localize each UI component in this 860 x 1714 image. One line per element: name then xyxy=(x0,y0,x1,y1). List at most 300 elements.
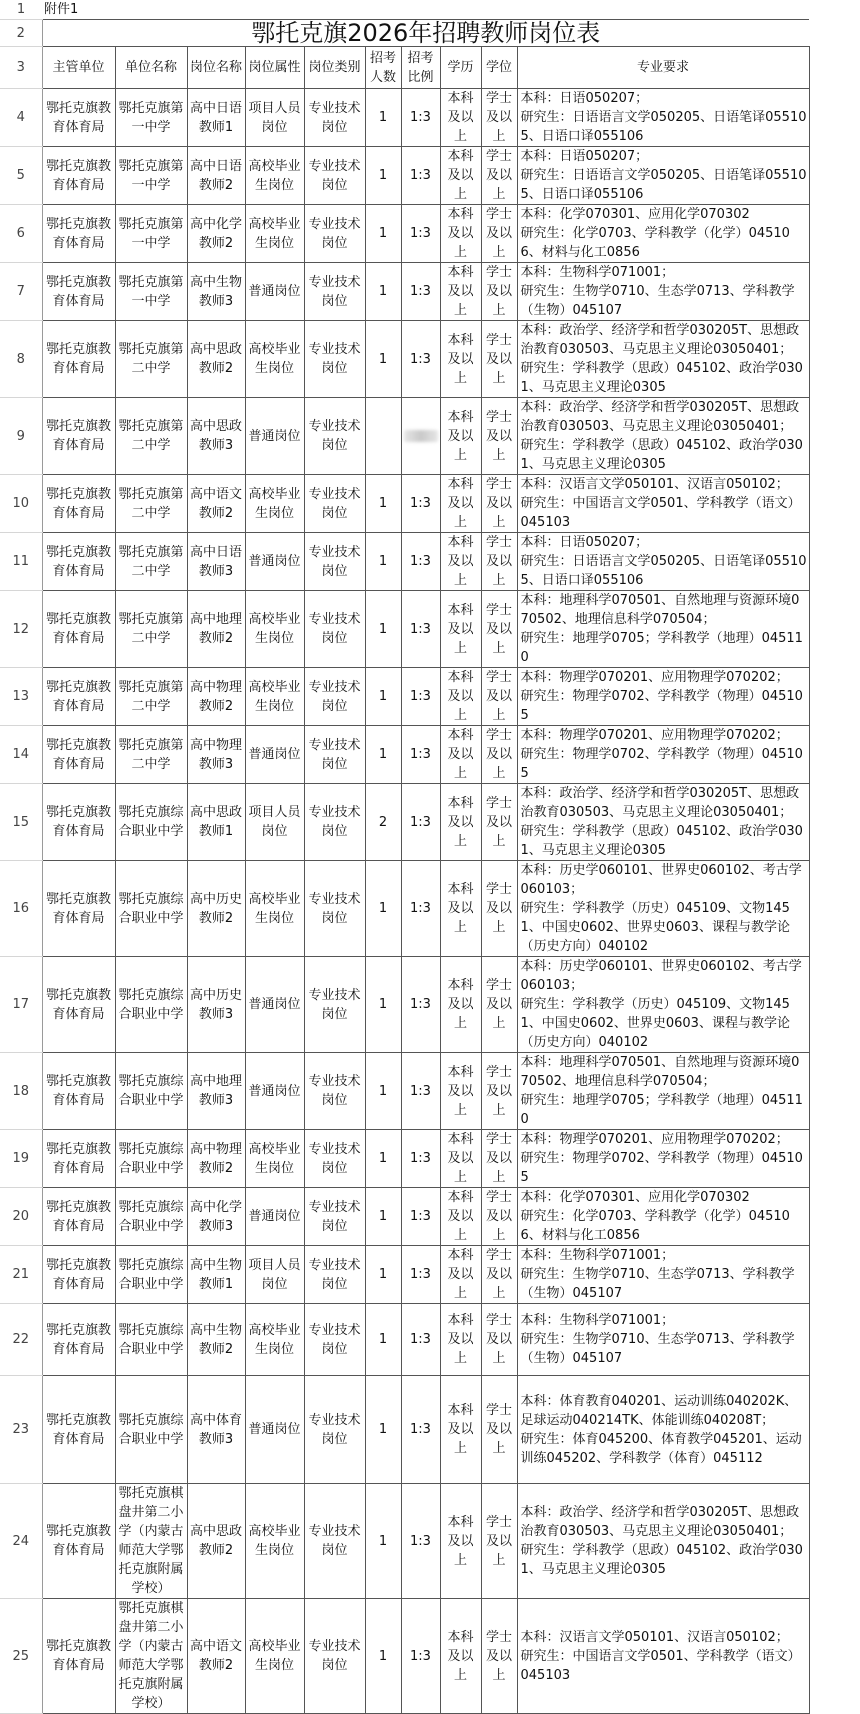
cell-post: 高中地理教师2 xyxy=(187,591,245,668)
requirement-line: 本科：化学070301、应用化学070302 xyxy=(520,207,750,222)
row-number: 17 xyxy=(0,957,42,1053)
column-header: 主管单位 xyxy=(42,47,115,89)
cell-requirements xyxy=(517,1130,809,1188)
row-number: 4 xyxy=(0,89,42,147)
cell-deg: 学士及以上 xyxy=(481,1130,517,1188)
table-row xyxy=(0,205,809,263)
cell-deg: 学士及以上 xyxy=(481,1304,517,1376)
cell-unit: 鄂托克旗第二中学 xyxy=(115,591,187,668)
column-header: 招考比例 xyxy=(401,47,440,89)
cell-requirements xyxy=(517,1188,809,1246)
cell-edu: 本科及以上 xyxy=(440,1130,481,1188)
cell-cat: 专业技术岗位 xyxy=(304,726,365,784)
cell-ratio: 1:3 xyxy=(401,1304,440,1376)
cell-dept: 鄂托克旗教育体育局 xyxy=(42,1484,115,1599)
table-row xyxy=(0,89,809,147)
cell-edu: 本科及以上 xyxy=(440,205,481,263)
cell-deg: 学士及以上 xyxy=(481,1246,517,1304)
cell-edu: 本科及以上 xyxy=(440,263,481,321)
requirement-line: 本科：汉语言文学050101、汉语言050102； xyxy=(520,477,789,492)
cell-cat: 专业技术岗位 xyxy=(304,475,365,533)
cell-ratio: 1:3 xyxy=(401,668,440,726)
cell-deg: 学士及以上 xyxy=(481,591,517,668)
cell-requirements xyxy=(517,398,809,475)
requirement-line: 研究生：学科教学（历史）045109、文物1451、中国史0602、世界史0603、课程与教学论（历史方向）040102 xyxy=(520,997,790,1050)
cell-deg: 学士及以上 xyxy=(481,726,517,784)
cell-dept: 鄂托克旗教育体育局 xyxy=(42,591,115,668)
cell-edu: 本科及以上 xyxy=(440,89,481,147)
cell-cat: 专业技术岗位 xyxy=(304,1484,365,1599)
cell-cat: 专业技术岗位 xyxy=(304,1304,365,1376)
cell-ratio: 1:3 xyxy=(401,1376,440,1484)
cell-count: 1 xyxy=(365,1130,401,1188)
cell-requirements xyxy=(517,1246,809,1304)
cell-deg: 学士及以上 xyxy=(481,89,517,147)
requirement-line: 研究生：体育045200、体育教学045201、运动训练045202、学科教学（体育）045112 xyxy=(520,1431,802,1466)
requirement-line: 研究生：地理学0705；学科教学（地理）045110 xyxy=(520,631,803,665)
cell-unit: 鄂托克旗第一中学 xyxy=(115,263,187,321)
column-header: 学位 xyxy=(481,47,517,89)
row-number: 23 xyxy=(0,1376,42,1484)
cell-post: 高中历史教师2 xyxy=(187,861,245,957)
requirement-line: 研究生：学科教学（历史）045109、文物1451、中国史0602、世界史0603、课程与教学论（历史方向）040102 xyxy=(520,901,790,954)
cell-count: 1 xyxy=(365,591,401,668)
requirement-line: 本科：日语050207； xyxy=(520,91,649,106)
cell-ratio: 1:3 xyxy=(401,1599,440,1714)
cell-count: 1 xyxy=(365,668,401,726)
cell-dept: 鄂托克旗教育体育局 xyxy=(42,861,115,957)
requirement-line: 研究生：日语语言文学050205、日语笔译055105、日语口译055106 xyxy=(520,168,807,202)
cell-requirements xyxy=(517,321,809,398)
cell-deg: 学士及以上 xyxy=(481,861,517,957)
cell-edu: 本科及以上 xyxy=(440,1484,481,1599)
cell-ratio: 1:3 xyxy=(401,475,440,533)
table-row xyxy=(0,1130,809,1188)
cell-count: 1 xyxy=(365,726,401,784)
cell-cat: 专业技术岗位 xyxy=(304,205,365,263)
cell-edu: 本科及以上 xyxy=(440,398,481,475)
column-header: 学历 xyxy=(440,47,481,89)
attachment-row xyxy=(0,0,809,20)
cell-attr: 高校毕业生岗位 xyxy=(245,1484,304,1599)
row-number: 10 xyxy=(0,475,42,533)
cell-count: 1 xyxy=(365,1053,401,1130)
cell-post: 高中化学教师2 xyxy=(187,205,245,263)
cell-deg: 学士及以上 xyxy=(481,147,517,205)
cell-dept: 鄂托克旗教育体育局 xyxy=(42,89,115,147)
requirement-line: 本科：汉语言文学050101、汉语言050102； xyxy=(520,1629,789,1645)
cell-cat: 专业技术岗位 xyxy=(304,89,365,147)
cell-count: 1 xyxy=(365,321,401,398)
cell-unit: 鄂托克旗综合职业中学 xyxy=(115,1130,187,1188)
row-number: 3 xyxy=(0,47,42,89)
table-row xyxy=(0,784,809,861)
cell-post: 高中地理教师3 xyxy=(187,1053,245,1130)
cell-post: 高中体育教师3 xyxy=(187,1376,245,1484)
page-title: 鄂托克旗2026年招聘教师岗位表 xyxy=(42,20,809,47)
cell-edu: 本科及以上 xyxy=(440,726,481,784)
table-row xyxy=(0,1188,809,1246)
cell-dept: 鄂托克旗教育体育局 xyxy=(42,1053,115,1130)
cell-ratio: 1:3 xyxy=(401,784,440,861)
cell-ratio: 1:3 xyxy=(401,321,440,398)
redacted-cell xyxy=(401,398,440,475)
cell-cat: 专业技术岗位 xyxy=(304,147,365,205)
row-number: 5 xyxy=(0,147,42,205)
cell-edu: 本科及以上 xyxy=(440,1304,481,1376)
table-row xyxy=(0,861,809,957)
cell-deg: 学士及以上 xyxy=(481,1599,517,1714)
cell-post: 高中日语教师3 xyxy=(187,533,245,591)
cell-count: 1 xyxy=(365,147,401,205)
cell-edu: 本科及以上 xyxy=(440,147,481,205)
cell-edu: 本科及以上 xyxy=(440,475,481,533)
table-row xyxy=(0,1304,809,1376)
cell-requirements xyxy=(517,726,809,784)
cell-edu: 本科及以上 xyxy=(440,1599,481,1714)
row-number: 13 xyxy=(0,668,42,726)
requirement-line: 本科：生物科学071001； xyxy=(520,265,675,280)
cell-dept: 鄂托克旗教育体育局 xyxy=(42,1188,115,1246)
cell-ratio: 1:3 xyxy=(401,726,440,784)
requirement-line: 本科：日语050207； xyxy=(520,149,649,164)
cell-requirements xyxy=(517,1053,809,1130)
cell-post: 高中生物教师3 xyxy=(187,263,245,321)
cell-post: 高中思政教师2 xyxy=(187,1484,245,1599)
cell-count: 1 xyxy=(365,1376,401,1484)
cell-post: 高中思政教师2 xyxy=(187,321,245,398)
table-row xyxy=(0,533,809,591)
cell-cat: 专业技术岗位 xyxy=(304,321,365,398)
attachment-label: 附件1 xyxy=(42,0,809,20)
requirement-line: 研究生：学科教学（思政）045102、政治学0301、马克思主义理论0305 xyxy=(520,1543,803,1577)
cell-ratio: 1:3 xyxy=(401,533,440,591)
cell-unit: 鄂托克旗第二中学 xyxy=(115,475,187,533)
cell-edu: 本科及以上 xyxy=(440,1188,481,1246)
requirement-line: 研究生：化学0703、学科教学（化学）045106、材料与化工0856 xyxy=(520,226,790,260)
cell-count: 1 xyxy=(365,89,401,147)
cell-attr: 高校毕业生岗位 xyxy=(245,668,304,726)
requirement-line: 本科：体育教育040201、运动训练040202K、足球运动040214TK、体能训练040208T； xyxy=(520,1393,798,1428)
table-row xyxy=(0,1246,809,1304)
cell-deg: 学士及以上 xyxy=(481,398,517,475)
cell-dept: 鄂托克旗教育体育局 xyxy=(42,668,115,726)
cell-deg: 学士及以上 xyxy=(481,1053,517,1130)
cell-cat: 专业技术岗位 xyxy=(304,398,365,475)
column-header: 专业要求 xyxy=(517,47,809,89)
cell-deg: 学士及以上 xyxy=(481,205,517,263)
cell-unit: 鄂托克旗综合职业中学 xyxy=(115,861,187,957)
row-number: 14 xyxy=(0,726,42,784)
cell-unit: 鄂托克旗第二中学 xyxy=(115,668,187,726)
cell-post: 高中日语教师2 xyxy=(187,147,245,205)
cell-count: 1 xyxy=(365,1599,401,1714)
cell-edu: 本科及以上 xyxy=(440,784,481,861)
row-number: 7 xyxy=(0,263,42,321)
requirement-line: 本科：政治学、经济学和哲学030205T、思想政治教育030503、马克思主义理论03050401； xyxy=(520,786,800,820)
table-row xyxy=(0,398,809,475)
requirement-line: 研究生：日语语言文学050205、日语笔译055105、日语口译055106 xyxy=(520,110,807,144)
requirement-line: 研究生：生物学0710、生态学0713、学科教学（生物）045107 xyxy=(520,1267,795,1301)
cell-attr: 普通岗位 xyxy=(245,1376,304,1484)
requirement-line: 研究生：中国语言文学0501、学科教学（语文）045103 xyxy=(520,1648,801,1683)
table-row xyxy=(0,475,809,533)
row-number: 20 xyxy=(0,1188,42,1246)
table-row xyxy=(0,147,809,205)
cell-unit: 鄂托克旗综合职业中学 xyxy=(115,1053,187,1130)
table-row xyxy=(0,1599,809,1714)
requirement-line: 本科：历史学060101、世界史060102、考古学060103； xyxy=(520,863,802,897)
cell-cat: 专业技术岗位 xyxy=(304,1053,365,1130)
cell-post: 高中语文教师2 xyxy=(187,1599,245,1714)
cell-unit: 鄂托克旗综合职业中学 xyxy=(115,1304,187,1376)
cell-cat: 专业技术岗位 xyxy=(304,784,365,861)
cell-edu: 本科及以上 xyxy=(440,861,481,957)
row-number: 19 xyxy=(0,1130,42,1188)
cell-attr: 高校毕业生岗位 xyxy=(245,147,304,205)
cell-requirements xyxy=(517,1599,809,1714)
cell-dept: 鄂托克旗教育体育局 xyxy=(42,1376,115,1484)
cell-dept: 鄂托克旗教育体育局 xyxy=(42,1246,115,1304)
cell-post: 高中日语教师1 xyxy=(187,89,245,147)
cell-count: 1 xyxy=(365,1484,401,1599)
cell-cat: 专业技术岗位 xyxy=(304,263,365,321)
cell-requirements xyxy=(517,147,809,205)
cell-dept: 鄂托克旗教育体育局 xyxy=(42,398,115,475)
cell-dept: 鄂托克旗教育体育局 xyxy=(42,321,115,398)
cell-post: 高中思政教师1 xyxy=(187,784,245,861)
cell-deg: 学士及以上 xyxy=(481,784,517,861)
cell-unit: 鄂托克旗棋盘井第二小学（内蒙古师范大学鄂托克旗附属学校） xyxy=(115,1484,187,1599)
cell-cat: 专业技术岗位 xyxy=(304,668,365,726)
cell-dept: 鄂托克旗教育体育局 xyxy=(42,263,115,321)
cell-cat: 专业技术岗位 xyxy=(304,957,365,1053)
row-number: 15 xyxy=(0,784,42,861)
blurred-value xyxy=(404,430,438,442)
cell-requirements xyxy=(517,205,809,263)
row-number: 24 xyxy=(0,1484,42,1599)
requirement-line: 本科：日语050207； xyxy=(520,535,649,550)
cell-deg: 学士及以上 xyxy=(481,1188,517,1246)
cell-dept: 鄂托克旗教育体育局 xyxy=(42,784,115,861)
cell-post: 高中物理教师2 xyxy=(187,1130,245,1188)
redacted-cell xyxy=(365,398,401,475)
cell-count: 1 xyxy=(365,1188,401,1246)
cell-edu: 本科及以上 xyxy=(440,1246,481,1304)
requirement-line: 本科：生物科学071001； xyxy=(520,1248,675,1263)
cell-unit: 鄂托克旗第一中学 xyxy=(115,205,187,263)
cell-edu: 本科及以上 xyxy=(440,668,481,726)
cell-attr: 高校毕业生岗位 xyxy=(245,591,304,668)
requirement-line: 研究生：学科教学（思政）045102、政治学0301、马克思主义理论0305 xyxy=(520,438,803,472)
cell-requirements xyxy=(517,591,809,668)
cell-post: 高中历史教师3 xyxy=(187,957,245,1053)
title-row xyxy=(0,20,809,47)
cell-dept: 鄂托克旗教育体育局 xyxy=(42,205,115,263)
cell-attr: 项目人员岗位 xyxy=(245,1246,304,1304)
requirement-line: 研究生：地理学0705；学科教学（地理）045110 xyxy=(520,1093,803,1127)
requirement-line: 本科：地理科学070501、自然地理与资源环境070502、地理信息科学070504； xyxy=(520,1055,800,1089)
cell-dept: 鄂托克旗教育体育局 xyxy=(42,1599,115,1714)
cell-ratio: 1:3 xyxy=(401,89,440,147)
cell-deg: 学士及以上 xyxy=(481,957,517,1053)
requirement-line: 研究生：物理学0702、学科教学（物理）045105 xyxy=(520,1151,803,1185)
requirement-line: 本科：物理学070201、应用物理学070202； xyxy=(520,728,789,743)
cell-unit: 鄂托克旗综合职业中学 xyxy=(115,1376,187,1484)
row-number: 16 xyxy=(0,861,42,957)
cell-dept: 鄂托克旗教育体育局 xyxy=(42,726,115,784)
table-row xyxy=(0,1376,809,1484)
cell-post: 高中生物教师1 xyxy=(187,1246,245,1304)
cell-post: 高中物理教师3 xyxy=(187,726,245,784)
cell-requirements xyxy=(517,533,809,591)
cell-ratio: 1:3 xyxy=(401,263,440,321)
cell-attr: 普通岗位 xyxy=(245,263,304,321)
column-header: 岗位类别 xyxy=(304,47,365,89)
cell-requirements xyxy=(517,668,809,726)
cell-requirements xyxy=(517,784,809,861)
cell-dept: 鄂托克旗教育体育局 xyxy=(42,1304,115,1376)
requirement-line: 本科：政治学、经济学和哲学030205T、思想政治教育030503、马克思主义理论03050401； xyxy=(520,323,800,357)
cell-deg: 学士及以上 xyxy=(481,1484,517,1599)
cell-unit: 鄂托克旗第一中学 xyxy=(115,89,187,147)
cell-requirements xyxy=(517,475,809,533)
cell-unit: 鄂托克旗综合职业中学 xyxy=(115,1246,187,1304)
cell-ratio: 1:3 xyxy=(401,957,440,1053)
cell-edu: 本科及以上 xyxy=(440,1053,481,1130)
cell-post: 高中化学教师3 xyxy=(187,1188,245,1246)
cell-deg: 学士及以上 xyxy=(481,668,517,726)
cell-ratio: 1:3 xyxy=(401,1053,440,1130)
requirement-line: 研究生：学科教学（思政）045102、政治学0301、马克思主义理论0305 xyxy=(520,361,803,395)
cell-dept: 鄂托克旗教育体育局 xyxy=(42,533,115,591)
row-number: 21 xyxy=(0,1246,42,1304)
requirement-line: 本科：地理科学070501、自然地理与资源环境070502、地理信息科学070504； xyxy=(520,593,800,627)
cell-count: 2 xyxy=(365,784,401,861)
cell-attr: 高校毕业生岗位 xyxy=(245,321,304,398)
cell-deg: 学士及以上 xyxy=(481,263,517,321)
column-header: 岗位名称 xyxy=(187,47,245,89)
cell-unit: 鄂托克旗第二中学 xyxy=(115,726,187,784)
row-number: 25 xyxy=(0,1599,42,1714)
cell-requirements xyxy=(517,1304,809,1376)
cell-ratio: 1:3 xyxy=(401,1484,440,1599)
cell-dept: 鄂托克旗教育体育局 xyxy=(42,475,115,533)
requirement-line: 研究生：生物学0710、生态学0713、学科教学（生物）045107 xyxy=(520,1332,795,1366)
cell-attr: 高校毕业生岗位 xyxy=(245,475,304,533)
cell-edu: 本科及以上 xyxy=(440,957,481,1053)
cell-ratio: 1:3 xyxy=(401,861,440,957)
header-row xyxy=(0,47,809,89)
row-number: 12 xyxy=(0,591,42,668)
cell-cat: 专业技术岗位 xyxy=(304,1376,365,1484)
requirement-line: 研究生：日语语言文学050205、日语笔译055105、日语口译055106 xyxy=(520,554,807,588)
table-row xyxy=(0,726,809,784)
cell-count: 1 xyxy=(365,205,401,263)
cell-attr: 普通岗位 xyxy=(245,398,304,475)
table-row xyxy=(0,591,809,668)
cell-ratio: 1:3 xyxy=(401,147,440,205)
cell-unit: 鄂托克旗第二中学 xyxy=(115,398,187,475)
requirement-line: 研究生：物理学0702、学科教学（物理）045105 xyxy=(520,689,803,723)
row-number: 22 xyxy=(0,1304,42,1376)
requirement-line: 研究生：中国语言文学0501、学科教学（语文）045103 xyxy=(520,496,801,530)
cell-edu: 本科及以上 xyxy=(440,1376,481,1484)
cell-cat: 专业技术岗位 xyxy=(304,861,365,957)
cell-ratio: 1:3 xyxy=(401,1246,440,1304)
cell-ratio: 1:3 xyxy=(401,1130,440,1188)
cell-deg: 学士及以上 xyxy=(481,533,517,591)
cell-cat: 专业技术岗位 xyxy=(304,591,365,668)
column-header: 岗位属性 xyxy=(245,47,304,89)
cell-count: 1 xyxy=(365,1246,401,1304)
requirement-line: 本科：生物科学071001； xyxy=(520,1313,675,1328)
cell-cat: 专业技术岗位 xyxy=(304,1188,365,1246)
cell-requirements xyxy=(517,263,809,321)
row-number: 1 xyxy=(0,0,42,20)
cell-count: 1 xyxy=(365,263,401,321)
cell-count: 1 xyxy=(365,957,401,1053)
cell-attr: 项目人员岗位 xyxy=(245,784,304,861)
requirement-line: 本科：物理学070201、应用物理学070202； xyxy=(520,1132,789,1147)
requirement-line: 本科：政治学、经济学和哲学030205T、思想政治教育030503、马克思主义理论03050401； xyxy=(520,400,800,434)
cell-requirements xyxy=(517,1376,809,1484)
table-row xyxy=(0,1053,809,1130)
cell-deg: 学士及以上 xyxy=(481,321,517,398)
cell-cat: 专业技术岗位 xyxy=(304,1130,365,1188)
requirement-line: 研究生：生物学0710、生态学0713、学科教学（生物）045107 xyxy=(520,284,795,318)
row-number: 2 xyxy=(0,20,42,47)
cell-post: 高中物理教师2 xyxy=(187,668,245,726)
cell-count: 1 xyxy=(365,475,401,533)
cell-edu: 本科及以上 xyxy=(440,533,481,591)
cell-dept: 鄂托克旗教育体育局 xyxy=(42,147,115,205)
cell-attr: 普通岗位 xyxy=(245,957,304,1053)
row-number: 8 xyxy=(0,321,42,398)
cell-cat: 专业技术岗位 xyxy=(304,1599,365,1714)
cell-ratio: 1:3 xyxy=(401,591,440,668)
cell-count: 1 xyxy=(365,1304,401,1376)
cell-post: 高中生物教师2 xyxy=(187,1304,245,1376)
cell-attr: 高校毕业生岗位 xyxy=(245,205,304,263)
cell-cat: 专业技术岗位 xyxy=(304,1246,365,1304)
cell-unit: 鄂托克旗第二中学 xyxy=(115,321,187,398)
cell-attr: 普通岗位 xyxy=(245,1188,304,1246)
cell-attr: 高校毕业生岗位 xyxy=(245,1304,304,1376)
cell-ratio: 1:3 xyxy=(401,1188,440,1246)
table-row xyxy=(0,1484,809,1599)
cell-count: 1 xyxy=(365,861,401,957)
table-row xyxy=(0,668,809,726)
requirement-line: 研究生：物理学0702、学科教学（物理）045105 xyxy=(520,747,803,781)
requirement-line: 本科：历史学060101、世界史060102、考古学060103； xyxy=(520,959,802,993)
cell-attr: 普通岗位 xyxy=(245,533,304,591)
cell-attr: 高校毕业生岗位 xyxy=(245,861,304,957)
table-row xyxy=(0,321,809,398)
requirement-line: 本科：政治学、经济学和哲学030205T、思想政治教育030503、马克思主义理论03050401； xyxy=(520,1505,800,1539)
requirement-line: 研究生：化学0703、学科教学（化学）045106、材料与化工0856 xyxy=(520,1209,790,1243)
cell-requirements xyxy=(517,861,809,957)
cell-attr: 项目人员岗位 xyxy=(245,89,304,147)
row-number: 9 xyxy=(0,398,42,475)
column-header: 单位名称 xyxy=(115,47,187,89)
table-row xyxy=(0,263,809,321)
requirement-line: 本科：物理学070201、应用物理学070202； xyxy=(520,670,789,685)
cell-cat: 专业技术岗位 xyxy=(304,533,365,591)
cell-deg: 学士及以上 xyxy=(481,1376,517,1484)
cell-dept: 鄂托克旗教育体育局 xyxy=(42,1130,115,1188)
cell-requirements xyxy=(517,957,809,1053)
